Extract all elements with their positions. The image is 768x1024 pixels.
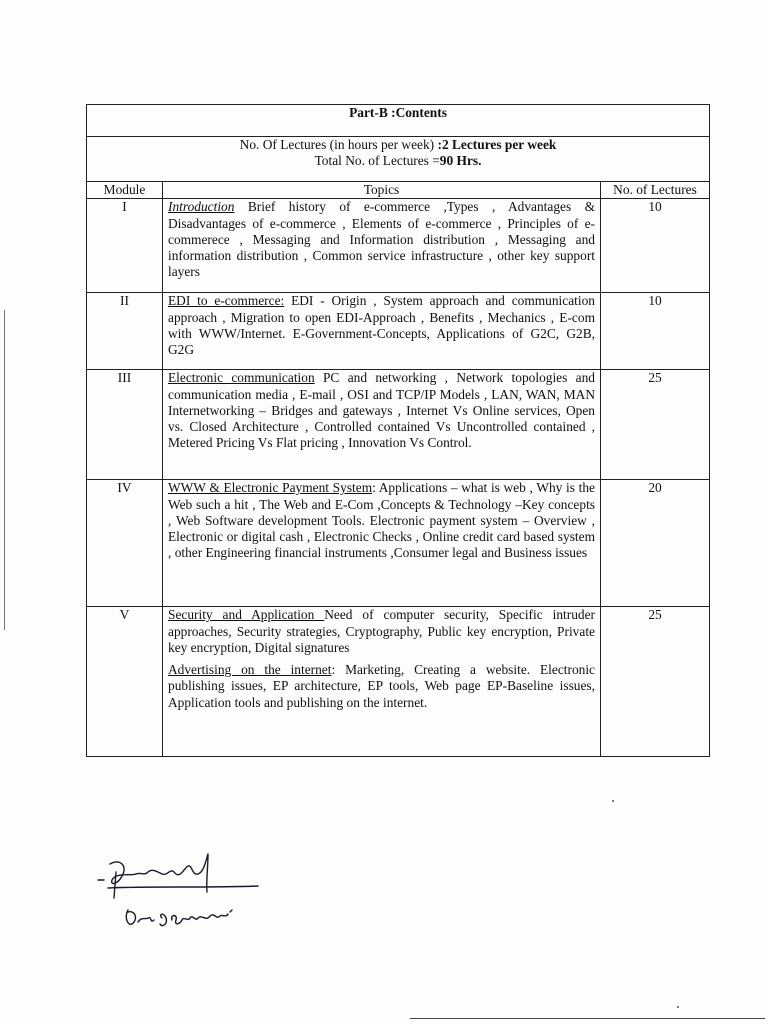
table-row: [87, 293, 710, 370]
topic-heading: Electronic communication: [168, 370, 315, 386]
lectures-summary-row: [87, 137, 710, 182]
module-cell: II: [87, 293, 163, 370]
module-cell: III: [87, 370, 163, 480]
lecture-count-cell: 10: [601, 199, 710, 293]
lecture-count-cell: 25: [601, 370, 710, 480]
contents-table: [86, 104, 710, 757]
lectures-per-week-label: No. Of Lectures (in hours per week): [239, 137, 438, 152]
topic-paragraph: [168, 662, 595, 711]
scan-edge-line: [4, 310, 5, 630]
table-row: [87, 607, 710, 757]
module-cell: I: [87, 199, 163, 293]
total-lectures-value: 90 Hrs.: [439, 153, 482, 169]
topic-heading: EDI to e-commerce:: [168, 293, 285, 309]
lectures-summary: [87, 137, 710, 182]
scan-edge-line-bottom: [410, 1018, 765, 1019]
topics-column-header: Topics: [163, 182, 601, 199]
table-row: [87, 199, 710, 293]
stray-mark: [677, 1006, 679, 1008]
topic-text: EDI - Origin , System approach and communication approach , Migration to open EDI-Approach , Benefits , Mechanics , E-com with WWW/Internet. E-Government-Concepts, Applications of G2C, G2B, G2G: [168, 293, 595, 358]
topic-text: Need of computer security, Specific intruder approaches, Security strategies, Cryptography, Public key encryption, Private key encryption, Digital signatures: [168, 607, 595, 655]
topic-cell: [163, 607, 601, 757]
total-lectures-label: Total No. of Lectures =: [314, 153, 440, 169]
lecture-count-cell: 10: [601, 293, 710, 370]
lecture-count-cell: 25: [601, 607, 710, 757]
module-cell: V: [87, 607, 163, 757]
topic-cell: [163, 199, 601, 293]
topic-cell: [163, 480, 601, 607]
topic-text: : Marketing, Creating a website. Electronic publishing issues, EP architecture, EP tools, Web page EP-Baseline issues, Application tools and publishing on the internet.: [168, 662, 595, 710]
topic-heading: Advertising on the internet: [168, 662, 332, 678]
topic-text: Brief history of e-commerce ,Types , Advantages & Disadvantages of e-commerce , Elements of e-commerce , Principles of e-commerece , Messaging and Information distribution , Messaging and information distribution , Common service infrastructure , other key support layers: [168, 199, 595, 280]
topic-text: : Applications – what is web , Why is the Web such a hit , The Web and E-Com ,Concepts & Technology –Key concepts , Web Software development Tools. Electronic payment system – Overview , Electronic or digital cash , Electronic Checks , Online credit card based system , other Engineering financial instruments ,Consumer legal and Business issues: [168, 480, 595, 561]
table-row: [87, 480, 710, 607]
lecture-count-cell: 20: [601, 480, 710, 607]
table-row: [87, 370, 710, 480]
topic-heading: WWW & Electronic Payment System: [168, 480, 373, 496]
topic-paragraph: [168, 607, 595, 656]
lectures-column-header: No. of Lectures: [601, 182, 710, 199]
stray-mark: [612, 800, 614, 802]
table-title-row: [87, 105, 710, 137]
topic-heading: Introduction: [168, 199, 235, 215]
topic-cell: [163, 293, 601, 370]
table-header-row: [87, 182, 710, 199]
topic-heading: Security and Application: [168, 607, 325, 623]
topic-cell: [163, 370, 601, 480]
topic-text: PC and networking , Network topologies and communication media , E-mail , OSI and TCP/IP Models , LAN, WAN, MAN Internetworking – Bridges and gateways , Internet Vs Online services, Open vs. Closed Architecture , Controlled contained Vs Uncontrolled contained , Metered Pricing Vs Flat pricing , Innovation Vs Control.: [168, 370, 595, 451]
handwritten-signature: [88, 828, 288, 938]
table-title: Part-B :Contents: [87, 105, 710, 137]
module-cell: IV: [87, 480, 163, 607]
lectures-per-week-value: :2 Lectures per week: [437, 137, 557, 152]
module-column-header: Module: [87, 182, 163, 199]
